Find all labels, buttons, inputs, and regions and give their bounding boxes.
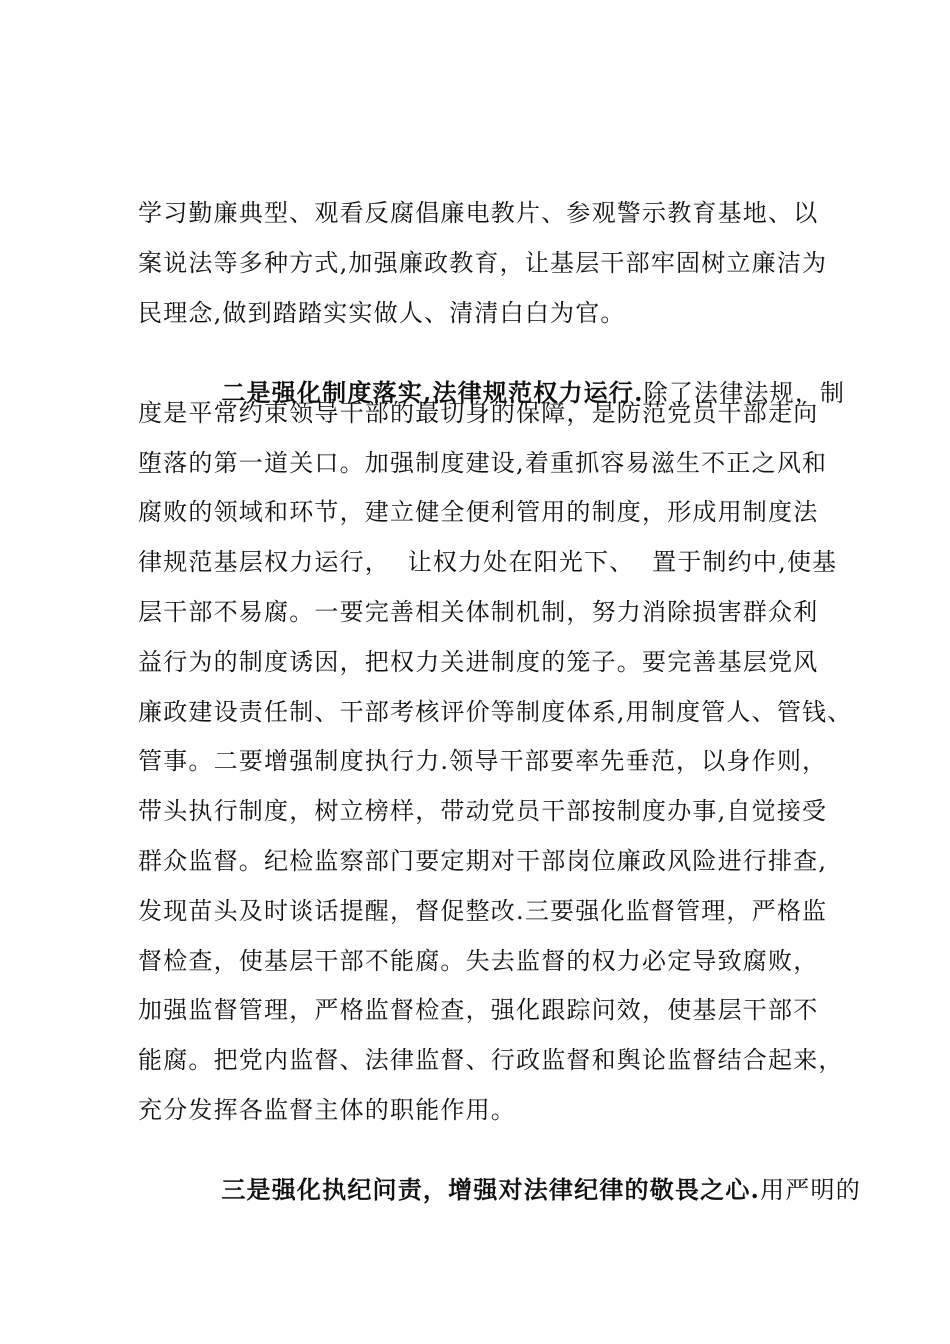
body-line: 带头执行制度，树立榜样，带动党员干部按制度办事,自觉接受 xyxy=(138,797,828,825)
body-line: 发现苗头及时谈话提醒，督促整改.三要强化监督管理，严格监 xyxy=(138,897,828,925)
body-text: 除了法律法规，制 xyxy=(643,379,846,407)
body-line: 层干部不易腐。一要完善相关体制机制，努力消除损害群众利 xyxy=(138,598,819,626)
body-line: 能腐。把党内监督、法律监督、行政监督和舆论监督结合起来， xyxy=(138,1046,844,1074)
body-line: 堕落的第一道关口。加强制度建设,着重抓容易滋生不正之风和 xyxy=(138,449,828,477)
body-line: 督检查，使基层干部不能腐。失去监督的权力必定导致腐败， xyxy=(138,947,819,975)
paragraph-2-heading: 二是强化制度落实,法律规范权力运行. xyxy=(221,378,644,407)
body-line: 腐败的领域和环节，建立健全便利管用的制度，形成用制度法 xyxy=(138,498,819,526)
paragraph-3-heading: 三是强化执纪问责，增强对法律纪律的敬畏之心. xyxy=(221,1175,761,1204)
body-line: 度是平常约束领导干部的最切身的保障，是防范党员干部走向 xyxy=(138,399,819,427)
body-line: 益行为的制度诱因，把权力关进制度的笼子。要完善基层党风 xyxy=(138,648,819,676)
paragraph-3-first-line xyxy=(186,1145,906,1235)
body-line: 民理念,做到踏踏实实做人、清清白白为官。 xyxy=(138,299,626,327)
body-text: 用严明的 xyxy=(760,1176,861,1204)
body-line: 管事。二要增强制度执行力.领导干部要率先垂范，以身作则， xyxy=(138,747,828,775)
body-line: 廉政建设责任制、干部考核评价等制度体系,用制度管人、管钱、 xyxy=(138,698,853,726)
body-line: 加强监督管理，严格监督检查，强化跟踪问效，使基层干部不 xyxy=(138,996,819,1024)
body-line: 充分发挥各监督主体的职能作用。 xyxy=(138,1096,516,1124)
body-line: 学习勤廉典型、观看反腐倡廉电教片、参观警示教育基地、以 xyxy=(138,199,819,227)
body-line: 案说法等多种方式,加强廉政教育，让基层干部牢固树立廉洁为 xyxy=(138,249,828,277)
body-line: 律规范基层权力运行， 让权力处在阳光下、 置于制约中,使基 xyxy=(138,548,838,576)
body-line: 群众监督。纪检监察部门要定期对干部岗位廉政风险进行排查, xyxy=(138,847,828,875)
